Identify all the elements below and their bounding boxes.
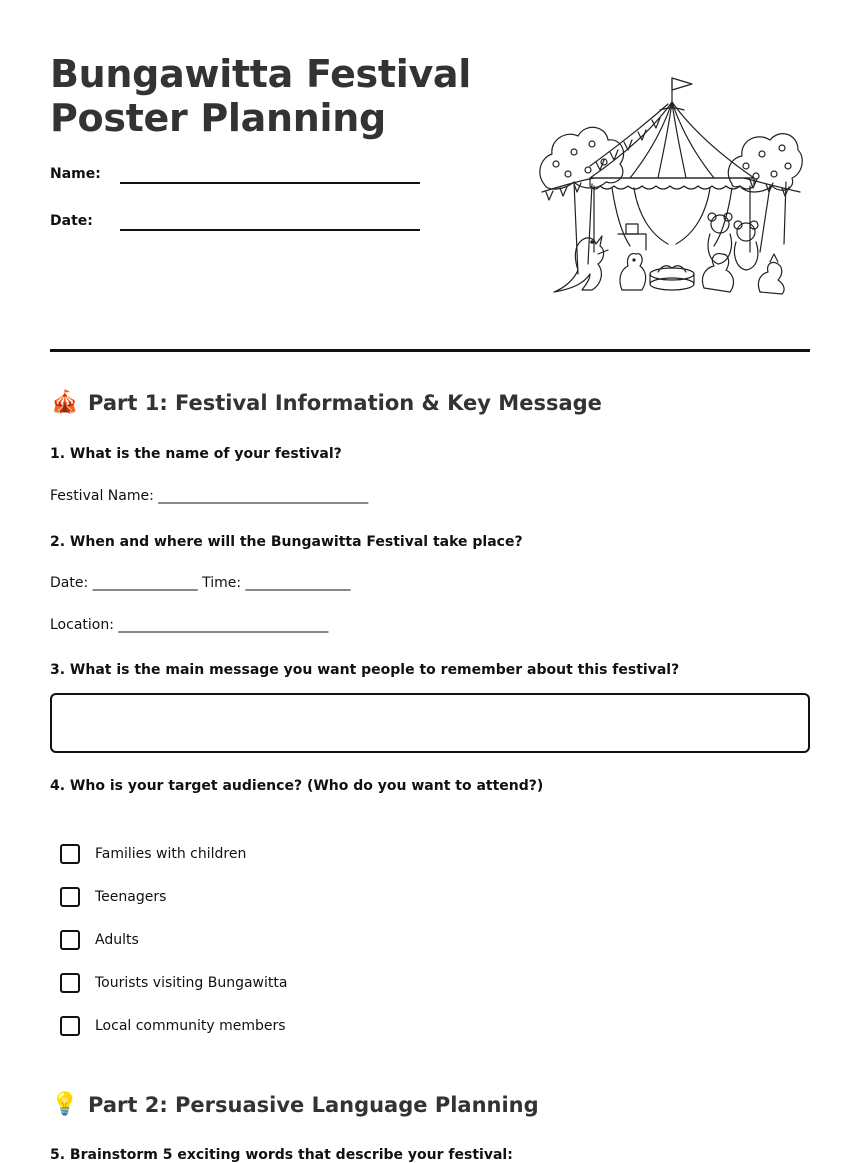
circus-tent-illustration: [534, 74, 804, 300]
audience-option-label: Tourists visiting Bungawitta: [95, 975, 288, 991]
title-line-2: Poster Planning: [50, 96, 386, 140]
audience-option-label: Families with children: [95, 846, 247, 862]
page-title: [50, 52, 490, 140]
name-field[interactable]: [50, 166, 420, 190]
part2-heading-text: Part 2: Persuasive Language Planning: [88, 1092, 539, 1117]
part2-heading: [50, 1092, 539, 1117]
name-label: Name:: [50, 166, 101, 182]
date-line[interactable]: [120, 229, 420, 231]
audience-option-label: Adults: [95, 932, 139, 948]
audience-checkbox[interactable]: [60, 930, 80, 950]
question-1: 1. What is the name of your festival?: [50, 446, 342, 462]
question-2: 2. When and where will the Bungawitta Festival take place?: [50, 534, 523, 550]
date-field[interactable]: [50, 213, 420, 237]
audience-option-label: Local community members: [95, 1018, 286, 1034]
audience-option[interactable]: [60, 885, 460, 928]
audience-option[interactable]: [60, 928, 460, 971]
location-answer[interactable]: Location: ______________________________: [50, 617, 329, 633]
audience-option-label: Teenagers: [95, 889, 167, 905]
light-bulb-icon: 💡: [51, 1092, 79, 1117]
question-4: 4. Who is your target audience? (Who do you want to attend?): [50, 778, 544, 794]
name-line[interactable]: [120, 182, 420, 184]
question-5: 5. Brainstorm 5 exciting words that describe your festival:: [50, 1147, 513, 1163]
part1-heading: [50, 390, 602, 415]
title-line-1: Bungawitta Festival: [50, 52, 471, 96]
date-time-answer[interactable]: Date: _______________ Time: _______________: [50, 575, 351, 591]
audience-checkbox[interactable]: [60, 973, 80, 993]
question-3: 3. What is the main message you want people to remember about this festival?: [50, 662, 680, 678]
section-divider: [50, 349, 810, 352]
audience-option[interactable]: [60, 971, 460, 1014]
audience-checkbox[interactable]: [60, 844, 80, 864]
audience-option[interactable]: [60, 842, 460, 885]
circus-tent-icon: 🎪: [51, 390, 79, 415]
festival-name-answer[interactable]: Festival Name: ______________________________: [50, 488, 369, 504]
audience-checklist: [60, 842, 460, 1057]
audience-checkbox[interactable]: [60, 1016, 80, 1036]
part1-heading-text: Part 1: Festival Information & Key Message: [88, 390, 602, 415]
date-label: Date:: [50, 213, 93, 229]
audience-checkbox[interactable]: [60, 887, 80, 907]
main-message-answer-box[interactable]: [50, 693, 810, 753]
audience-option[interactable]: [60, 1014, 460, 1057]
